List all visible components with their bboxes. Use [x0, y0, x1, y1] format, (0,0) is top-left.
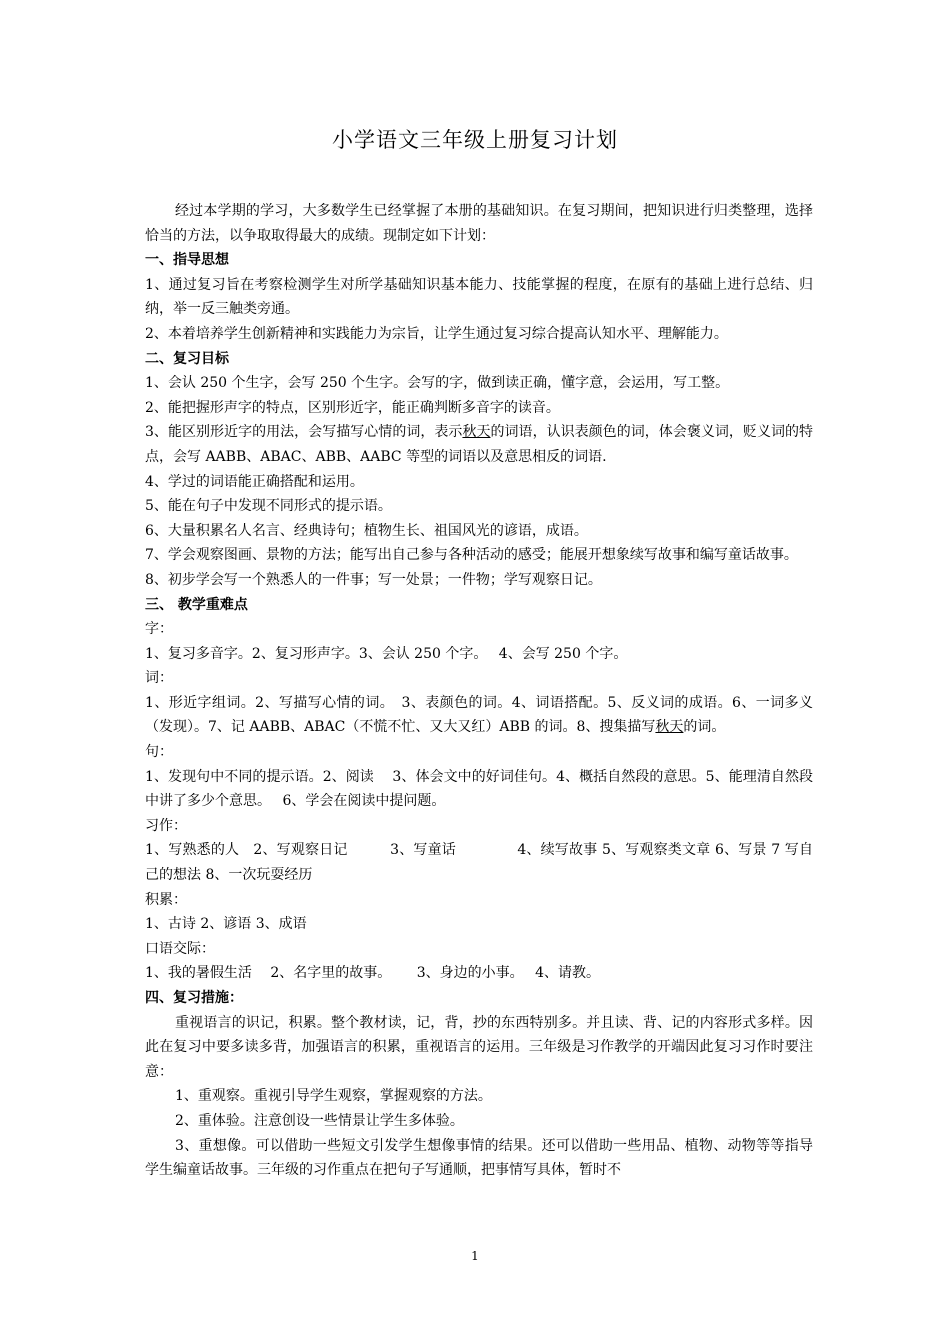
underlined-word: 秋天: [655, 719, 684, 736]
subsection-label: 积累：: [145, 891, 187, 908]
document-body: [145, 199, 813, 1183]
list-item: 2、能把握形声字的特点，区别形近字，能正确判断多音字的读音。: [145, 399, 560, 416]
list-item: 8、初步学会写一个熟悉人的一件事；写一处景；一件物；学写观察日记。: [145, 571, 602, 588]
underlined-word: 秋天: [462, 424, 491, 441]
paragraph: 1、复习多音字。2、复习形声字。3、会认 250 个字。 4、会写 250 个字。: [145, 645, 628, 662]
paragraph: 1、我的暑假生活 2、名字里的故事。 3、身边的小事。 4、请教。: [145, 965, 600, 982]
list-item: 2、重体验。注意创设一些情景让学生多体验。: [175, 1112, 464, 1129]
paragraph: [145, 691, 813, 740]
subsection-label: 口语交际：: [145, 940, 215, 957]
list-item: 6、大量积累名人名言、经典诗句；植物生长、祖国风光的谚语，成语。: [145, 522, 588, 539]
paragraph: 1、写熟悉的人 2、写观察日记 3、写童话 4、续写故事 5、写观察类文章 6、写景 7 写自己的想法 8、一次玩耍经历: [145, 842, 813, 884]
section-heading-review-measures: 四、复习措施：: [145, 990, 243, 1006]
subsection-label: 字：: [145, 621, 173, 638]
list-item: 4、学过的词语能正确搭配和运用。: [145, 473, 364, 490]
text-run: 1、形近字组词。2、写描写心情的词。 3、表颜色的词。4、词语搭配。5、反义词的成语。6、一词多义（发现）。7、记 AABB、ABAC（不慌不忙、又大又红）ABB 的词。8、搜集描写: [145, 694, 813, 736]
list-item: 1、会认 250 个生字，会写 250 个生字。会写的字，做到读正确，懂字意，会运用，写工整。: [145, 375, 730, 392]
subsection-label: 习作：: [145, 817, 187, 834]
text-run: 的词语，认识表颜色的词，体会褒义词，贬义词的特点，会写 AABB、ABAC、ABB、AABC 等型的词语以及意思相反的词语.: [145, 424, 814, 465]
section-heading-review-goals: 二、复习目标: [145, 350, 229, 367]
paragraph: 1、古诗 2、谚语 3、成语: [145, 916, 307, 933]
text-run: 的词。: [683, 719, 726, 736]
list-item: 3、重想像。可以借助一些短文引发学生想像事情的结果。还可以借助一些用品、植物、动物等等指导学生编童话故事。三年级的习作重点在把句子写通顺，把事情写具体，暂时不: [145, 1137, 813, 1179]
subsection-label: 词：: [145, 670, 173, 687]
list-item: 7、学会观察图画、景物的方法；能写出自己参与各种活动的感受；能展开想象续写故事和编写童话故事。: [145, 547, 798, 564]
intro-paragraph: 经过本学期的学习，大多数学生已经掌握了本册的基础知识。在复习期间，把知识进行归类整理，选择恰当的方法，以争取取得最大的成绩。现制定如下计划：: [145, 203, 813, 244]
page-title: 小学语文三年级上册复习计划: [332, 128, 618, 152]
list-item: 5、能在句子中发现不同形式的提示语。: [145, 498, 392, 515]
section-heading-guiding-thought: 一、指导思想: [145, 252, 229, 269]
list-item: [145, 420, 813, 469]
subsection-label: 句：: [145, 744, 173, 761]
paragraph: 2、本着培养学生创新精神和实践能力为宗旨，让学生通过复习综合提高认知水平、理解能力。: [145, 325, 728, 342]
paragraph: 1、通过复习旨在考察检测学生对所学基础知识基本能力、技能掌握的程度，在原有的基础上进行总结、归纳，举一反三触类旁通。: [145, 276, 813, 318]
list-item: 1、重观察。重视引导学生观察，掌握观察的方法。: [175, 1088, 492, 1105]
text-run: 3、能区别形近字的用法，会写描写心情的词，表示: [145, 424, 463, 441]
paragraph: 1、发现句中不同的提示语。2、阅读 3、体会文中的好词佳句。4、概括自然段的意思。5、能理清自然段中讲了多少个意思。 6、学会在阅读中提问题。: [145, 768, 813, 810]
paragraph: 重视语言的识记，积累。整个教材读，记，背，抄的东西特别多。并且读、背、记的内容形式多样。因此在复习中要多读多背，加强语言的积累，重视语言的运用。三年级是习作教学的开端因此复习习作时要注意：: [145, 1014, 813, 1080]
section-heading-key-points: 三、 教学重难点: [145, 596, 248, 613]
page-number: 1: [471, 1249, 479, 1263]
